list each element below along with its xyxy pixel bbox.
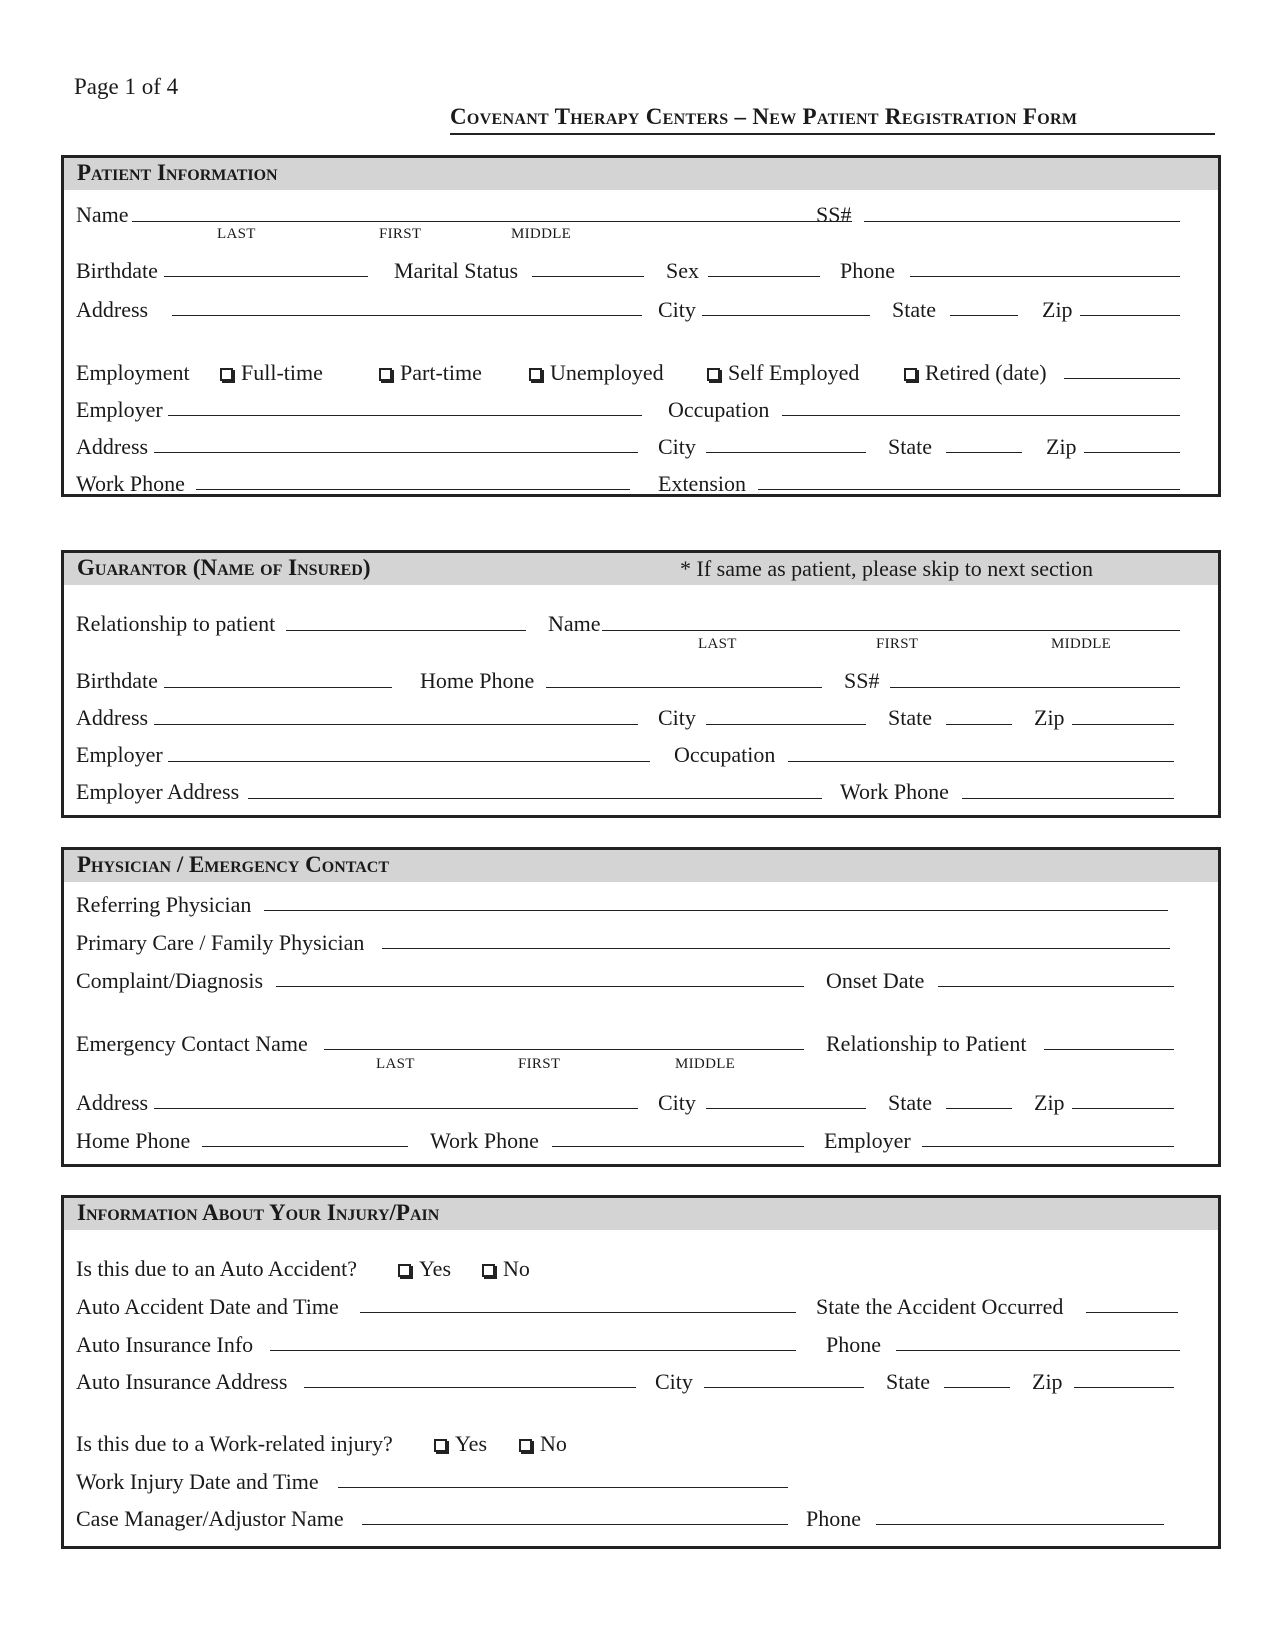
guarantor-occupation-field[interactable]	[788, 761, 1174, 762]
auto-insurance-state-field[interactable]	[944, 1387, 1010, 1388]
zip-label: Zip	[1042, 297, 1073, 322]
guarantor-name-label: Name	[548, 611, 601, 636]
work-date-field[interactable]	[338, 1487, 788, 1488]
patient-ss-field[interactable]	[864, 221, 1180, 222]
referring-physician-label: Referring Physician	[76, 892, 252, 917]
emergency-state-field[interactable]	[946, 1108, 1012, 1109]
auto-state-label: State the Accident Occurred	[816, 1294, 1064, 1319]
emergency-address-field[interactable]	[154, 1108, 638, 1109]
emergency-home-phone-field[interactable]	[202, 1146, 408, 1147]
option-label: No	[540, 1431, 567, 1456]
work-injury-question: Is this due to a Work-related injury?	[76, 1431, 393, 1456]
patient-zip-field[interactable]	[1080, 315, 1180, 316]
section-title: Patient Information	[77, 160, 278, 185]
ss-label: SS#	[816, 202, 852, 227]
middle-sublabel: MIDDLE	[511, 226, 572, 242]
emergency-zip-field[interactable]	[1072, 1108, 1174, 1109]
option-label: Yes	[455, 1431, 488, 1456]
form-title: Covenant Therapy Centers – New Patient Registration Form	[450, 104, 1215, 135]
state-label: State	[888, 1090, 932, 1115]
page-label: Page 1 of 4	[74, 74, 179, 99]
section-title: Physician / Emergency Contact	[77, 852, 390, 877]
patient-occupation-field[interactable]	[782, 415, 1180, 416]
checkbox-icon[interactable]	[398, 1264, 411, 1277]
section-header	[64, 158, 1218, 190]
complaint-field[interactable]	[276, 986, 804, 987]
phone-label: Phone	[840, 258, 895, 283]
patient-information-section	[61, 155, 1221, 497]
case-manager-field[interactable]	[362, 1524, 788, 1525]
auto-insurance-phone-field[interactable]	[896, 1350, 1180, 1351]
sex-label: Sex	[666, 258, 699, 283]
employer-label: Employer	[76, 397, 163, 422]
patient-city-field[interactable]	[702, 315, 870, 316]
work-phone-label: Work Phone	[76, 471, 185, 496]
auto-insurance-address-label: Auto Insurance Address	[76, 1369, 288, 1394]
sex-field[interactable]	[708, 276, 820, 277]
city-label: City	[658, 297, 696, 322]
option-label: Part-time	[400, 360, 482, 385]
work-date-label: Work Injury Date and Time	[76, 1469, 319, 1494]
guarantor-name-field[interactable]	[602, 630, 1180, 631]
complaint-label: Complaint/Diagnosis	[76, 968, 263, 993]
checkbox-icon[interactable]	[904, 368, 917, 381]
guarantor-employer-address-field[interactable]	[248, 798, 822, 799]
first-sublabel: FIRST	[876, 636, 919, 652]
employment-parttime-option[interactable]	[379, 360, 482, 386]
auto-accident-yes-option[interactable]	[398, 1256, 451, 1282]
emergency-employer-field[interactable]	[922, 1146, 1174, 1147]
primary-care-field[interactable]	[382, 948, 1170, 949]
extension-field[interactable]	[758, 489, 1180, 490]
checkbox-icon[interactable]	[707, 368, 720, 381]
section-title: Guarantor (Name of Insured)	[77, 555, 371, 580]
onset-date-label: Onset Date	[826, 968, 925, 993]
checkbox-icon[interactable]	[220, 368, 233, 381]
patient-address-field[interactable]	[172, 315, 642, 316]
option-label: Retired (date)	[925, 360, 1047, 385]
employer-state-field[interactable]	[946, 452, 1022, 453]
middle-sublabel: MIDDLE	[675, 1056, 736, 1072]
marital-status-label: Marital Status	[394, 258, 519, 283]
patient-phone-field[interactable]	[910, 276, 1180, 277]
injury-pain-section	[61, 1195, 1221, 1549]
employment-unemployed-option[interactable]	[529, 360, 664, 386]
employer-zip-field[interactable]	[1084, 452, 1180, 453]
emergency-work-phone-field[interactable]	[552, 1146, 804, 1147]
phone-label: Phone	[826, 1332, 881, 1357]
patient-birthdate-field[interactable]	[164, 276, 368, 277]
physician-emergency-section	[61, 847, 1221, 1167]
section-header	[64, 553, 1218, 585]
relationship-label: Relationship to patient	[76, 611, 276, 636]
birthdate-label: Birthdate	[76, 668, 158, 693]
state-label: State	[886, 1369, 930, 1394]
checkbox-icon[interactable]	[482, 1264, 495, 1277]
guarantor-work-phone-field[interactable]	[962, 798, 1174, 799]
marital-status-field[interactable]	[532, 276, 644, 277]
referring-physician-field[interactable]	[264, 910, 1168, 911]
middle-sublabel: MIDDLE	[1051, 636, 1112, 652]
guarantor-employer-field[interactable]	[168, 761, 650, 762]
employer-state-label: State	[888, 434, 932, 459]
relationship-label: Relationship to Patient	[826, 1031, 1027, 1056]
first-sublabel: FIRST	[379, 226, 422, 242]
work-injury-no-option[interactable]	[519, 1431, 567, 1457]
retired-date-field[interactable]	[1064, 378, 1180, 379]
patient-work-phone-field[interactable]	[196, 489, 630, 490]
first-sublabel: FIRST	[518, 1056, 561, 1072]
employer-address-field[interactable]	[154, 452, 638, 453]
guarantor-ss-field[interactable]	[890, 687, 1180, 688]
section-header	[64, 850, 1218, 882]
option-label: Self Employed	[728, 360, 860, 385]
employer-city-field[interactable]	[706, 452, 866, 453]
checkbox-icon[interactable]	[434, 1439, 447, 1452]
auto-accident-no-option[interactable]	[482, 1256, 530, 1282]
section-title: Information About Your Injury/Pain	[77, 1200, 440, 1225]
emergency-contact-field[interactable]	[324, 1049, 804, 1050]
patient-employer-field[interactable]	[168, 415, 642, 416]
guarantor-state-field[interactable]	[946, 724, 1012, 725]
address-label: Address	[76, 705, 149, 730]
auto-insurance-zip-field[interactable]	[1074, 1387, 1174, 1388]
occupation-label: Occupation	[668, 397, 770, 422]
birthdate-label: Birthdate	[76, 258, 158, 283]
emergency-relationship-field[interactable]	[1044, 1049, 1174, 1050]
last-sublabel: LAST	[698, 636, 737, 652]
home-phone-label: Home Phone	[420, 668, 535, 693]
guarantor-section	[61, 550, 1221, 818]
primary-care-label: Primary Care / Family Physician	[76, 930, 365, 955]
checkbox-icon[interactable]	[379, 368, 392, 381]
guarantor-relationship-field[interactable]	[286, 630, 526, 631]
option-label: Full-time	[241, 360, 323, 385]
name-label: Name	[76, 202, 129, 227]
state-label: State	[888, 705, 932, 730]
state-label: State	[892, 297, 936, 322]
option-label: Unemployed	[550, 360, 664, 385]
address-label: Address	[76, 1090, 149, 1115]
employment-selfemployed-option[interactable]	[707, 360, 859, 386]
employment-retired-option[interactable]	[904, 360, 1047, 386]
last-sublabel: LAST	[217, 226, 256, 242]
guarantor-birthdate-field[interactable]	[164, 687, 392, 688]
employer-address-label: Address	[76, 434, 149, 459]
employer-city-label: City	[658, 434, 696, 459]
auto-insurance-label: Auto Insurance Info	[76, 1332, 254, 1357]
zip-label: Zip	[1034, 705, 1065, 730]
employer-label: Employer	[824, 1128, 911, 1153]
city-label: City	[658, 705, 696, 730]
option-label: Yes	[419, 1256, 452, 1281]
guarantor-address-field[interactable]	[154, 724, 638, 725]
employer-zip-label: Zip	[1046, 434, 1077, 459]
extension-label: Extension	[658, 471, 746, 496]
patient-state-field[interactable]	[950, 315, 1018, 316]
auto-state-field[interactable]	[1086, 1312, 1178, 1313]
auto-date-label: Auto Accident Date and Time	[76, 1294, 339, 1319]
auto-date-field[interactable]	[360, 1312, 796, 1313]
last-sublabel: LAST	[376, 1056, 415, 1072]
city-label: City	[655, 1369, 693, 1394]
work-phone-label: Work Phone	[430, 1128, 539, 1153]
skip-note: * If same as patient, please skip to next section	[680, 556, 1093, 581]
city-label: City	[658, 1090, 696, 1115]
checkbox-icon[interactable]	[519, 1439, 532, 1452]
case-manager-label: Case Manager/Adjustor Name	[76, 1506, 344, 1531]
guarantor-city-field[interactable]	[706, 724, 866, 725]
zip-label: Zip	[1032, 1369, 1063, 1394]
guarantor-home-phone-field[interactable]	[546, 687, 822, 688]
checkbox-icon[interactable]	[529, 368, 542, 381]
work-phone-label: Work Phone	[840, 779, 949, 804]
patient-name-field[interactable]	[132, 221, 852, 222]
employment-label: Employment	[76, 360, 190, 385]
auto-insurance-address-field[interactable]	[304, 1387, 636, 1388]
emergency-contact-label: Emergency Contact Name	[76, 1031, 308, 1056]
address-label: Address	[76, 297, 149, 322]
auto-accident-question: Is this due to an Auto Accident?	[76, 1256, 358, 1281]
employer-label: Employer	[76, 742, 163, 767]
zip-label: Zip	[1034, 1090, 1065, 1115]
phone-label: Phone	[806, 1506, 861, 1531]
employer-address-label: Employer Address	[76, 779, 240, 804]
employment-fulltime-option[interactable]	[220, 360, 323, 386]
auto-insurance-field[interactable]	[270, 1350, 796, 1351]
work-injury-yes-option[interactable]	[434, 1431, 487, 1457]
onset-date-field[interactable]	[938, 986, 1174, 987]
ss-label: SS#	[844, 668, 880, 693]
emergency-city-field[interactable]	[706, 1108, 866, 1109]
guarantor-zip-field[interactable]	[1072, 724, 1174, 725]
option-label: No	[503, 1256, 530, 1281]
occupation-label: Occupation	[674, 742, 776, 767]
home-phone-label: Home Phone	[76, 1128, 191, 1153]
auto-insurance-city-field[interactable]	[704, 1387, 864, 1388]
case-manager-phone-field[interactable]	[876, 1524, 1164, 1525]
section-header	[64, 1198, 1218, 1230]
